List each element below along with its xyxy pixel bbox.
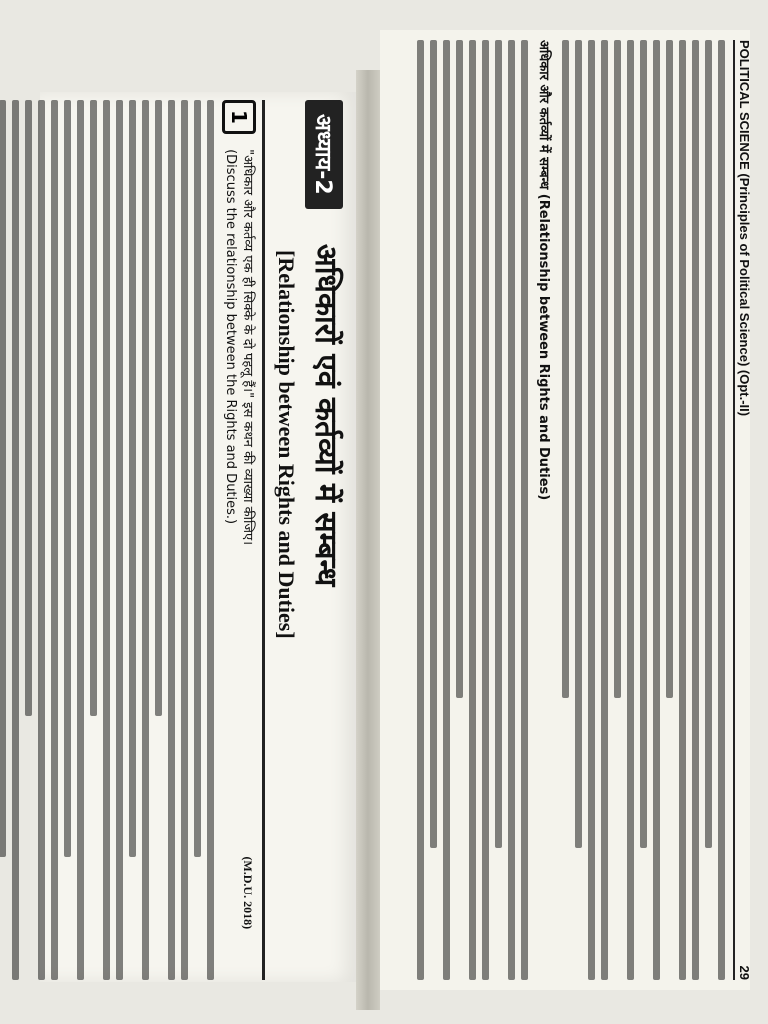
chapter-title-hindi: अधिकारों एवं कर्तव्यों में सम्बन्ध [308,243,343,587]
text-line [627,40,634,980]
text-line [103,100,110,980]
text-line [601,40,608,980]
chapter-label: अध्याय-2 [305,100,343,209]
body-text-block [562,40,725,980]
text-line [168,100,175,980]
running-head [733,40,752,980]
text-line [575,40,582,848]
text-line [614,40,621,698]
text-line [90,100,97,716]
text-line [456,40,463,698]
text-line [508,40,515,980]
text-line [129,100,136,857]
text-line [417,40,424,980]
running-head-title: POLITICAL SCIENCE (Principles of Political Science) (Opt.-II) [737,40,752,417]
text-line [679,40,686,980]
text-line [77,100,84,980]
text-line [692,40,699,980]
page-number-right: 29 [737,965,752,980]
text-line [181,100,188,980]
text-line [562,40,569,698]
body-text-block [0,100,214,980]
question-english: (Discuss the relationship between the Rights and Duties.) [223,149,238,525]
text-line [653,40,660,980]
text-line [640,40,647,848]
text-line [666,40,673,698]
question-attribution: (M.D.U. 2018) [241,856,255,930]
body-text-block-2 [417,40,528,980]
text-line [430,40,437,848]
text-line [12,100,19,980]
text-line [705,40,712,848]
left-page-content [48,100,348,980]
text-line [38,100,45,980]
text-line [495,40,502,848]
chapter-title-english: [Relationship between Rights and Duties] [274,250,299,639]
text-line [443,40,450,980]
text-line [588,40,595,980]
section-subheading: अधिकार और कर्तव्यों में सम्बन्ध (Relationship between Rights and Duties) [536,40,551,501]
text-line [482,40,489,980]
text-line [718,40,725,980]
text-line [521,40,528,980]
text-line [155,100,162,716]
text-line [64,100,71,857]
right-page-content [392,40,752,980]
text-line [207,100,214,980]
text-line [25,100,32,716]
text-line [116,100,123,980]
text-line [51,100,58,980]
book-gutter [356,70,380,1010]
text-line [0,100,6,857]
question-hindi: "अधिकार और कर्तव्य एक ही सिक्के के दो पहलू हैं।" इस कथन की व्याख्या कीजिए। [240,149,255,546]
text-line [469,40,476,980]
text-line [142,100,149,980]
question-number: 1 [222,100,256,134]
text-line [194,100,201,857]
title-rule [262,100,265,980]
question-text [222,149,256,929]
